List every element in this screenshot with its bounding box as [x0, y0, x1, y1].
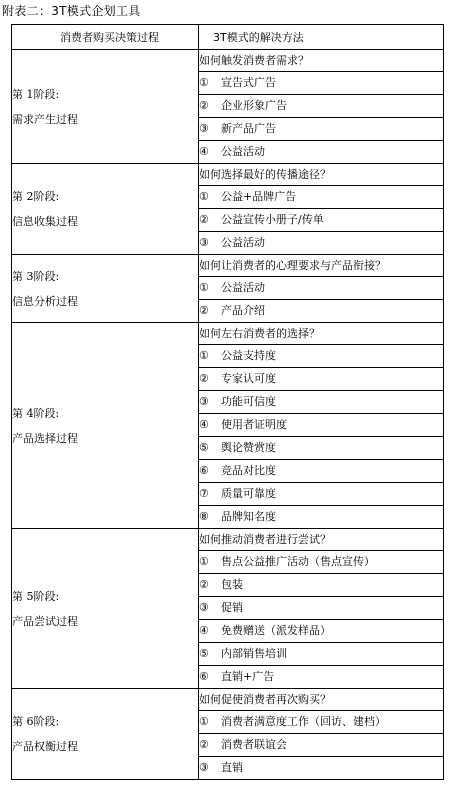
item-number-marker: ③ — [199, 395, 209, 408]
stage-process-name: 产品权衡过程 — [12, 740, 78, 753]
item-number-marker: ⑤ — [199, 647, 209, 660]
solution-item — [199, 300, 444, 323]
stage-process-name: 需求产生过程 — [12, 112, 78, 126]
item-text: 公益活动 — [221, 236, 265, 249]
item-text: 免费赠送（派发样品） — [221, 624, 331, 637]
stage-process-name: 产品选择过程 — [12, 431, 78, 445]
solution-item — [199, 757, 444, 780]
header-row — [12, 25, 444, 50]
item-text: 公益宣传小册子/传单 — [221, 213, 324, 226]
solution-item — [199, 95, 444, 118]
solution-item — [199, 437, 444, 460]
item-text: 功能可信度 — [221, 395, 276, 408]
item-number-marker: ② — [199, 304, 209, 317]
item-number-marker: ① — [199, 281, 209, 294]
solution-item — [199, 209, 444, 232]
item-number-marker: ② — [199, 372, 209, 385]
stage-question: 如何左右消费者的选择？ — [199, 323, 444, 345]
solution-item — [199, 141, 444, 164]
solution-item — [199, 483, 444, 506]
solution-item — [199, 574, 444, 597]
stage-question-row — [12, 689, 444, 711]
item-number-marker: ① — [199, 555, 209, 568]
item-text: 公益+品牌广告 — [221, 190, 297, 203]
stage-question: 如何触发消费者需求？ — [199, 50, 444, 72]
item-text: 直销+广告 — [221, 670, 275, 683]
item-text: 公益支持度 — [221, 349, 276, 362]
item-number-marker: ② — [199, 99, 209, 112]
header-decision-process: 消费者购买决策过程 — [12, 25, 199, 50]
solution-item — [199, 368, 444, 391]
item-text: 竞品对比度 — [221, 464, 276, 477]
stage-question-row — [12, 529, 444, 551]
item-number-marker: ② — [199, 738, 209, 751]
stage-cell — [12, 529, 199, 689]
item-number-marker: ② — [199, 578, 209, 591]
solution-item — [199, 734, 444, 757]
stage-question-row — [12, 50, 444, 72]
item-text: 消费者联谊会 — [221, 738, 287, 751]
item-number-marker: ① — [199, 76, 209, 89]
item-text: 企业形象广告 — [221, 99, 287, 112]
stage-process-name: 产品尝试过程 — [12, 614, 78, 628]
stage-number: 第 3阶段: — [12, 269, 60, 283]
item-text: 公益活动 — [221, 281, 265, 294]
item-text: 内部销售培训 — [221, 647, 287, 660]
solution-item — [199, 72, 444, 95]
solution-item — [199, 506, 444, 529]
solution-item — [199, 186, 444, 209]
table-body — [12, 50, 444, 780]
stage-cell — [12, 164, 199, 255]
stage-question: 如何促使消费者再次购买？ — [199, 689, 444, 711]
stage-cell — [12, 255, 199, 323]
stage-cell — [12, 50, 199, 164]
item-text: 售点公益推广活动（售点宣传） — [221, 555, 375, 568]
item-number-marker: ④ — [199, 145, 209, 158]
item-number-marker: ③ — [199, 761, 209, 774]
stage-cell — [12, 689, 199, 780]
item-text: 消费者满意度工作（回访、建档） — [221, 715, 386, 728]
item-text: 促销 — [221, 601, 243, 614]
item-number-marker: ⑦ — [199, 487, 209, 500]
stage-number: 第 4阶段: — [12, 406, 60, 420]
solution-item — [199, 345, 444, 368]
item-text: 专家认可度 — [221, 372, 276, 385]
item-text: 宣告式广告 — [221, 76, 276, 89]
item-text: 新产品广告 — [221, 122, 276, 135]
solution-item — [199, 391, 444, 414]
item-number-marker: ④ — [199, 418, 209, 431]
item-number-marker: ① — [199, 349, 209, 362]
solution-item — [199, 232, 444, 255]
stage-cell — [12, 323, 199, 529]
item-text: 包装 — [221, 578, 243, 591]
stage-question: 如何选择最好的传播途径？ — [199, 164, 444, 186]
item-number-marker: ① — [199, 190, 209, 203]
solution-item — [199, 620, 444, 643]
item-number-marker: ⑥ — [199, 670, 209, 683]
stage-number: 第 1阶段: — [12, 87, 60, 101]
item-text: 产品介绍 — [221, 304, 265, 317]
item-text: 使用者证明度 — [221, 418, 287, 431]
header-3t-solution: 3T模式的解决方法 — [199, 25, 444, 50]
stage-question: 如何推动消费者进行尝试？ — [199, 529, 444, 551]
item-number-marker: ⑧ — [199, 510, 209, 523]
item-number-marker: ③ — [199, 122, 209, 135]
item-text: 品牌知名度 — [221, 510, 276, 523]
solution-item — [199, 414, 444, 437]
item-number-marker: ⑥ — [199, 464, 209, 477]
item-text: 直销 — [221, 761, 243, 774]
solution-item — [199, 277, 444, 300]
solution-item — [199, 711, 444, 734]
solution-item — [199, 551, 444, 574]
item-text: 质量可靠度 — [221, 487, 276, 500]
item-number-marker: ⑤ — [199, 441, 209, 454]
3t-planning-table — [11, 24, 444, 780]
stage-number: 第 2阶段: — [12, 190, 60, 203]
item-number-marker: ② — [199, 213, 209, 226]
stage-process-name: 信息收集过程 — [12, 215, 78, 228]
solution-item — [199, 597, 444, 620]
stage-question-row — [12, 323, 444, 345]
stage-number: 第 6阶段: — [12, 715, 60, 728]
item-number-marker: ③ — [199, 236, 209, 249]
item-number-marker: ③ — [199, 601, 209, 614]
solution-item — [199, 118, 444, 141]
stage-process-name: 信息分析过程 — [12, 294, 78, 308]
item-number-marker: ① — [199, 715, 209, 728]
stage-number: 第 5阶段: — [12, 589, 60, 603]
item-text: 舆论赞赏度 — [221, 441, 276, 454]
solution-item — [199, 666, 444, 689]
table-caption: 附表二：3T模式企划工具 — [2, 4, 141, 18]
stage-question-row — [12, 255, 444, 277]
item-number-marker: ④ — [199, 624, 209, 637]
stage-question: 如何让消费者的心理要求与产品衔接？ — [199, 255, 444, 277]
solution-item — [199, 460, 444, 483]
solution-item — [199, 643, 444, 666]
item-text: 公益活动 — [221, 145, 265, 158]
stage-question-row — [12, 164, 444, 186]
